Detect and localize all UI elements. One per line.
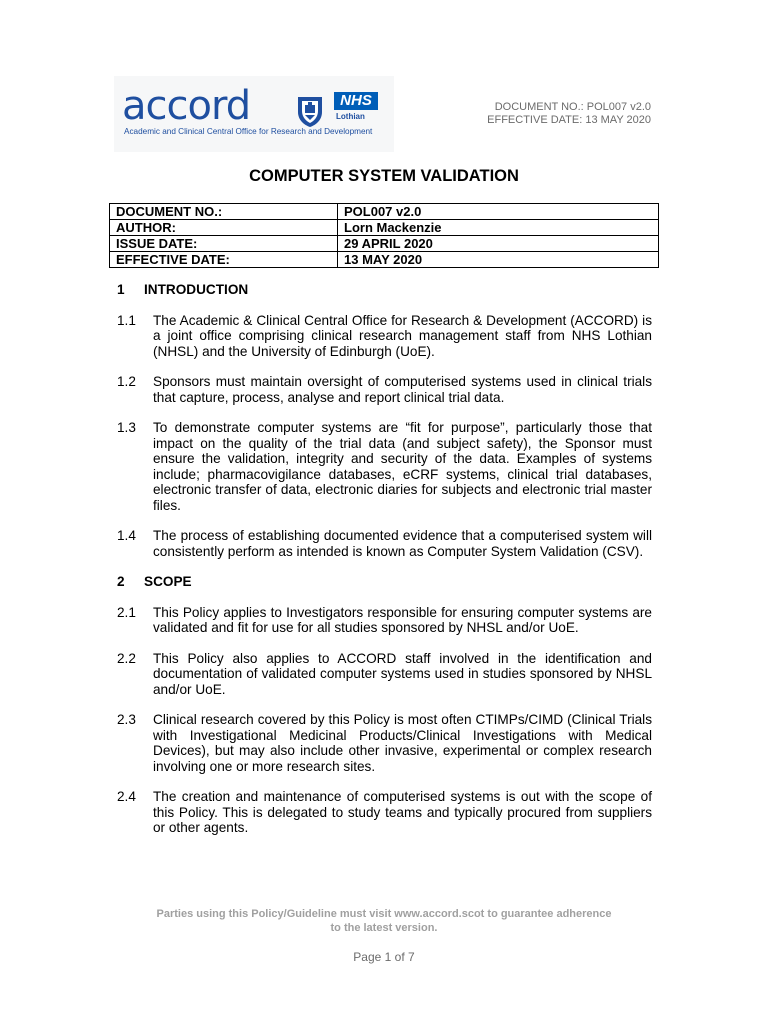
section-heading bbox=[117, 574, 652, 590]
accord-logo-word: accord bbox=[122, 83, 251, 129]
paragraph-number: 1.4 bbox=[117, 528, 136, 543]
paragraph-text: Sponsors must maintain oversight of computerised systems used in clinical trials that capture, process, analyse and report clinical trial data. bbox=[153, 374, 652, 405]
paragraph-text: The process of establishing documented evidence that a computerised system will consistently perform as intended is known as Computer System Validation (CSV). bbox=[153, 528, 652, 559]
info-table-row bbox=[110, 252, 659, 268]
paragraph bbox=[117, 789, 652, 836]
university-crest-icon bbox=[295, 94, 325, 128]
section-title: INTRODUCTION bbox=[144, 282, 249, 297]
info-table-row bbox=[110, 220, 659, 236]
info-table-row bbox=[110, 204, 659, 220]
paragraph-number: 2.4 bbox=[117, 789, 136, 804]
info-table-value: POL007 v2.0 bbox=[338, 204, 659, 220]
info-table-value: 29 APRIL 2020 bbox=[338, 236, 659, 252]
section-number: 1 bbox=[117, 282, 125, 297]
section-title: SCOPE bbox=[144, 574, 192, 589]
section-number: 2 bbox=[117, 574, 125, 589]
paragraph-number: 1.3 bbox=[117, 420, 136, 435]
effective-date-line: EFFECTIVE DATE: 13 MAY 2020 bbox=[487, 114, 651, 126]
paragraph bbox=[117, 528, 652, 559]
section-heading bbox=[117, 282, 652, 298]
paragraph-number: 1.1 bbox=[117, 312, 136, 328]
paragraph-text: Clinical research covered by this Policy is most often CTIMPs/CIMD (Clinical Trials with Investigational Medicinal Products/Clinical Investigations with Medical Devices), but may also include other invasive, experimental or complex research involving one or more research sites. bbox=[153, 712, 652, 774]
accord-logo bbox=[114, 76, 394, 152]
paragraph-text: This Policy applies to Investigators responsible for ensuring computer systems are validated and fit for use for all studies sponsored by NHSL and/or UoE. bbox=[153, 604, 652, 635]
paragraph bbox=[117, 651, 652, 698]
paragraph-text: To demonstrate computer systems are “fit for purpose”, particularly those that impact on the quality of the trial data (and subject safety), the Sponsor must ensure the validation, integrity and security of the data. Examples of systems include; pharmacovigilance databases, eCRF systems, clinical trial databases, electronic transfer of data, electronic diaries for subjects and electronic trial master files. bbox=[153, 420, 652, 513]
footer-notice-line-2: to the latest version. bbox=[330, 922, 438, 934]
paragraph bbox=[117, 374, 652, 405]
nhs-logo: NHS bbox=[334, 92, 378, 110]
info-table-key: ISSUE DATE: bbox=[110, 236, 338, 252]
info-table-key: DOCUMENT NO.: bbox=[110, 204, 338, 220]
document-info-table bbox=[109, 203, 659, 268]
paragraph-number: 2.3 bbox=[117, 712, 136, 727]
paragraph bbox=[117, 420, 652, 513]
document-title: COMPUTER SYSTEM VALIDATION bbox=[249, 167, 519, 185]
doc-number-line: DOCUMENT NO.: POL007 v2.0 bbox=[494, 101, 651, 113]
footer-notice-line-1: Parties using this Policy/Guideline must visit www.accord.scot to guarantee adherence bbox=[156, 908, 612, 920]
document-reference bbox=[487, 101, 651, 127]
paragraph bbox=[117, 313, 652, 360]
info-table-key: EFFECTIVE DATE: bbox=[110, 252, 338, 268]
paragraph-number: 1.2 bbox=[117, 374, 136, 389]
paragraph-text: This Policy also applies to ACCORD staff involved in the identification and documentation of validated computer systems used in studies sponsored by NHSL and/or UoE. bbox=[153, 650, 652, 697]
document-body bbox=[117, 282, 652, 851]
info-table-key: AUTHOR: bbox=[110, 220, 338, 236]
nhs-logo-subtitle: Lothian bbox=[336, 112, 365, 121]
paragraph bbox=[117, 712, 652, 774]
info-table-value: 13 MAY 2020 bbox=[338, 252, 659, 268]
paragraph-number: 2.1 bbox=[117, 604, 136, 620]
page-number: Page 1 of 7 bbox=[353, 950, 415, 964]
info-table-value: Lorn Mackenzie bbox=[338, 220, 659, 236]
paragraph-text: The creation and maintenance of computerised systems is out with the scope of this Policy. This is delegated to study teams and typically procured from suppliers or other agents. bbox=[153, 789, 652, 835]
footer-notice bbox=[0, 907, 768, 935]
paragraph-number: 2.2 bbox=[117, 650, 136, 666]
paragraph-text: The Academic & Clinical Central Office for Research & Development (ACCORD) is a joint office comprising clinical research management staff from NHS Lothian (NHSL) and the University of Edinburgh (UoE). bbox=[153, 312, 652, 359]
paragraph bbox=[117, 605, 652, 636]
info-table-row bbox=[110, 236, 659, 252]
accord-logo-subtitle: Academic and Clinical Central Office for Research and Development bbox=[124, 127, 373, 136]
